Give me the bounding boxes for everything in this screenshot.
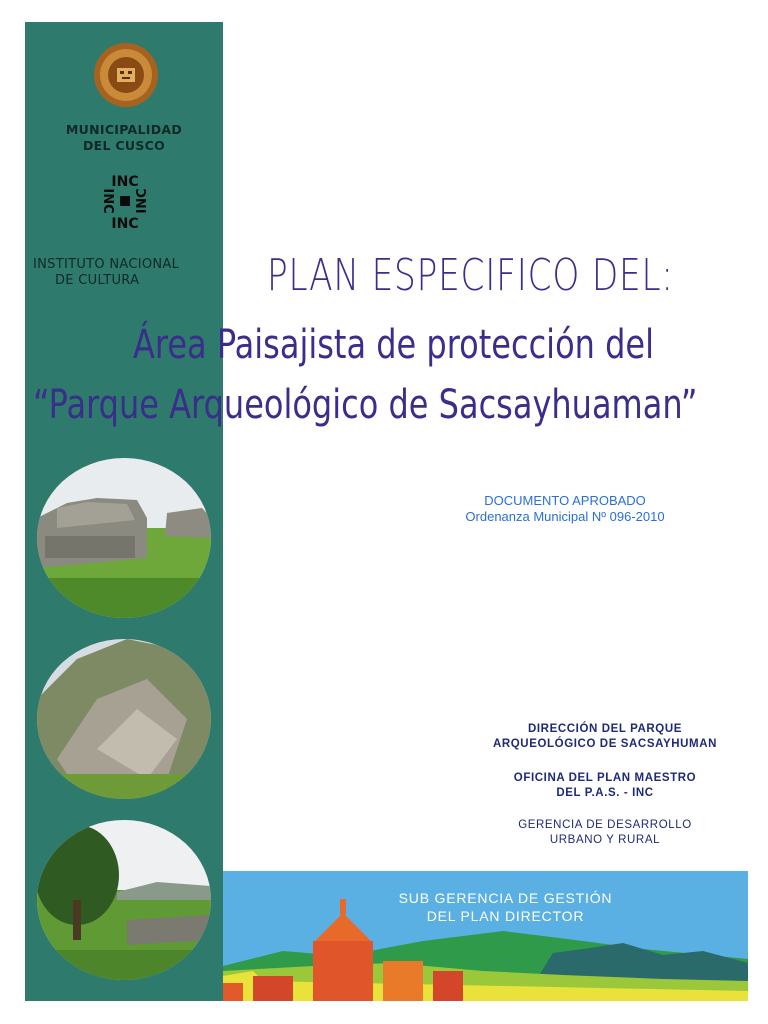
ruins-photo-3 — [37, 820, 211, 980]
institute-name — [33, 257, 231, 289]
oficina-line-1: OFICINA DEL PLAN MAESTRO — [513, 772, 697, 784]
oficina-line-2: DEL P.A.S. - INC — [556, 787, 654, 799]
banner-title-line-2: DEL PLAN DIRECTOR — [426, 908, 585, 924]
direccion-line-2: ARQUEOLÓGICO DE SACSAYHUMAN — [492, 738, 718, 750]
left-sidebar — [25, 22, 223, 1001]
ruins-photo-1 — [37, 458, 211, 618]
institute-line-2: DE CULTURA — [55, 273, 140, 288]
ruins-photo-2 — [37, 639, 211, 799]
office-gerencia — [470, 818, 740, 848]
gerencia-line-2: URBANO Y RURAL — [549, 834, 661, 846]
approval-note — [440, 493, 690, 525]
banner-title — [223, 889, 748, 925]
title-line-1: PLAN ESPECIFICO DEL: — [267, 250, 674, 301]
inc-logo-text-left: INC — [100, 188, 115, 214]
bottom-banner — [223, 871, 748, 1001]
inc-logo — [94, 170, 156, 232]
inc-logo-text-top: INC — [111, 174, 139, 190]
municipality-line-1: MUNICIPALIDAD — [65, 122, 183, 137]
approval-line-1: DOCUMENTO APROBADO — [484, 493, 646, 508]
direccion-line-1: DIRECCIÓN DEL PARQUE — [527, 723, 683, 735]
office-direccion — [470, 722, 740, 752]
gerencia-line-1: GERENCIA DE DESARROLLO — [518, 819, 692, 831]
banner-title-line-1: SUB GERENCIA DE GESTIÓN — [398, 890, 613, 906]
municipality-line-2: DEL CUSCO — [82, 138, 166, 153]
inc-logo-text-right: INC — [135, 188, 150, 214]
inca-sun-seal-icon — [93, 42, 159, 108]
municipality-name — [25, 122, 223, 154]
office-oficina — [470, 771, 740, 801]
title-line-2: Área Paisajista de protección del — [133, 322, 654, 368]
inc-logo-text-bottom: INC — [111, 216, 139, 232]
approval-line-2: Ordenanza Municipal Nº 096-2010 — [465, 509, 665, 524]
title-line-3: “Parque Arqueológico de Sacsayhuaman” — [33, 382, 698, 428]
institute-line-1: INSTITUTO NACIONAL — [33, 257, 180, 272]
